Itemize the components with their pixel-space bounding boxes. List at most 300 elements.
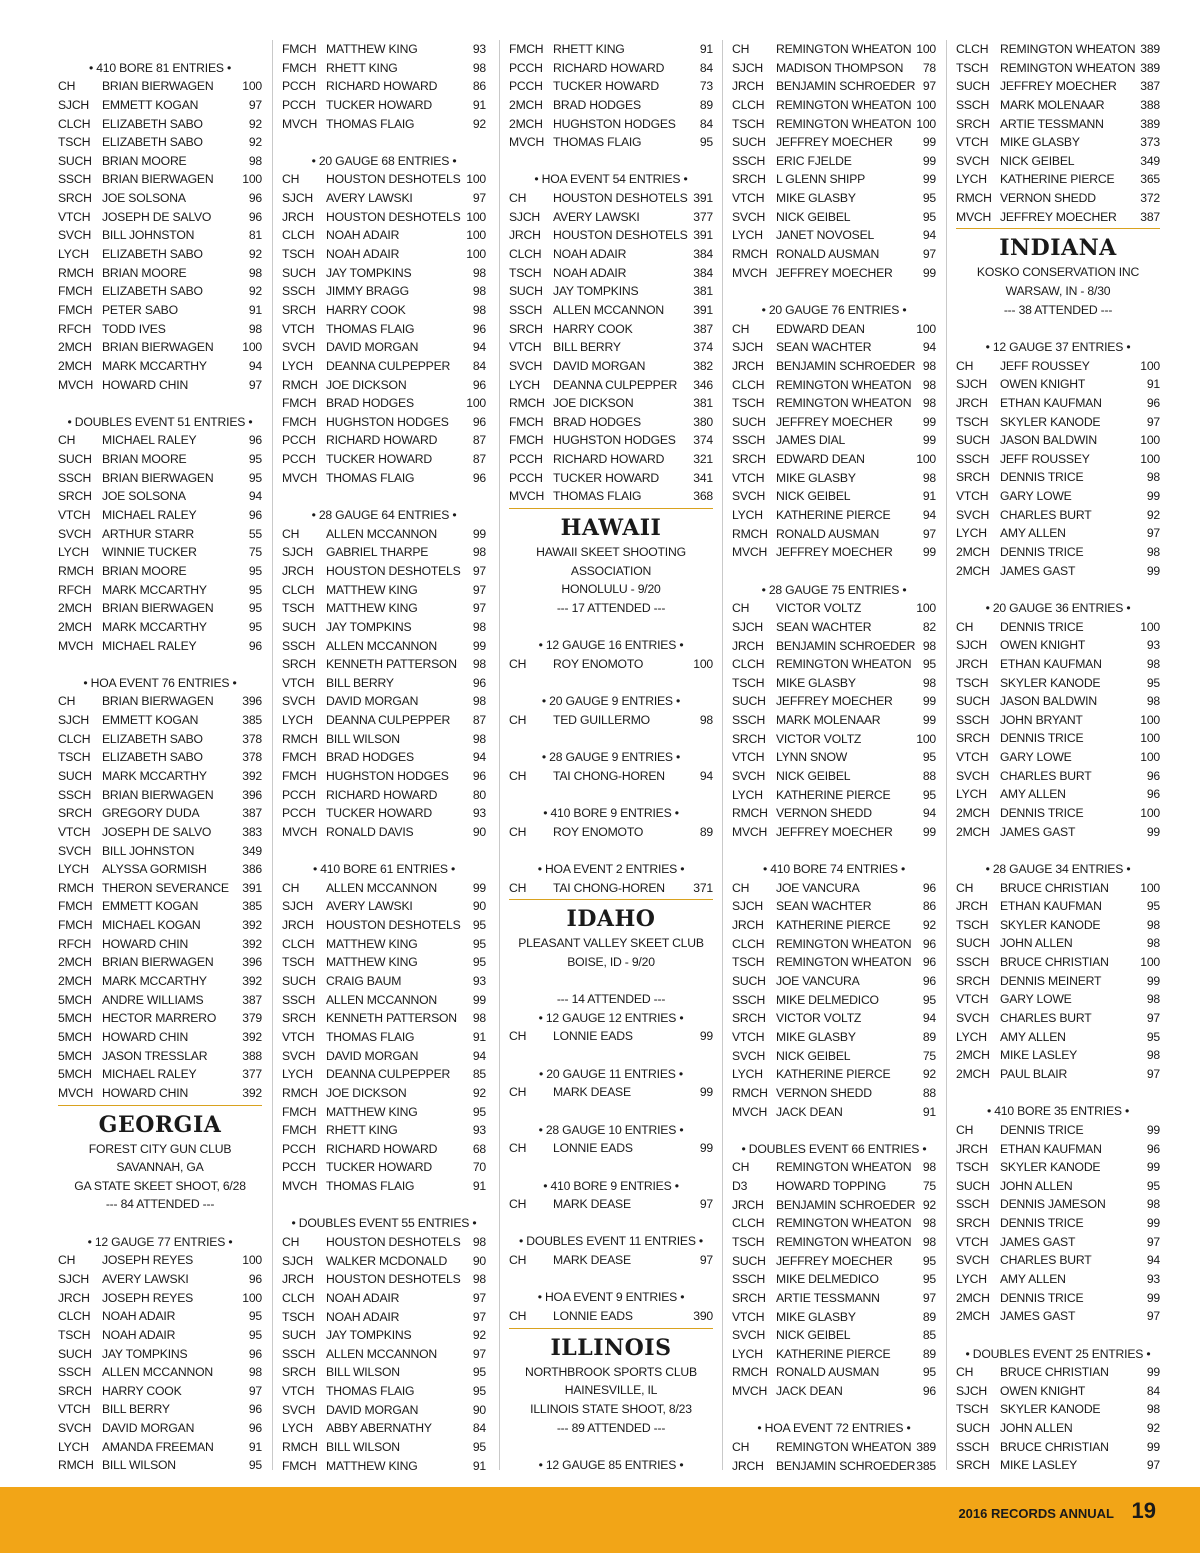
result-row [509,245,713,264]
score: 95 [1146,1178,1160,1193]
shooter-name: JAMES DIAL [776,433,846,448]
class-code: SUCH [956,79,990,94]
spacer [732,1121,936,1140]
score: 91 [1146,377,1160,392]
class-code: SRCH [956,731,990,746]
result-row [956,562,1160,581]
result-row [509,767,713,786]
shooter-name: HOUSTON DESHOTELS [326,1272,461,1287]
score: 97 [248,97,262,112]
score: 98 [472,284,486,299]
class-code: SUCH [956,433,990,448]
result-row [509,1195,713,1214]
result-row [58,376,262,395]
shooter-name: MARK MCCARTHY [102,619,207,634]
score: 98 [472,545,486,560]
score: 88 [922,1085,936,1100]
shooter-name: THOMAS FLAIG [326,1179,415,1194]
score: 89 [699,97,713,112]
score: 98 [472,731,486,746]
score: 85 [472,1067,486,1082]
score: 95 [472,1440,486,1455]
shooter-name: BRAD HODGES [326,750,414,765]
result-row [282,599,486,618]
shooter-name: HUGHSTON HODGES [326,414,449,429]
spacer [509,1102,713,1121]
score: 99 [699,1085,713,1100]
class-code: VTCH [732,1309,765,1324]
score: 100 [916,601,936,616]
shooter-name: JOE VANCURA [776,974,860,989]
result-row [282,991,486,1010]
shooter-name: TAI CHONG-HOREN [553,880,665,895]
class-code: CH [58,79,76,94]
class-code: SSCH [732,713,766,728]
score: 346 [693,377,713,392]
shooter-name: REMINGTON WHEATON [776,1440,912,1455]
class-code: FMCH [509,433,544,448]
state-heading: IDAHO [566,906,656,933]
shooter-name: BILL WILSON [102,1458,176,1473]
class-code: TSCH [732,116,765,131]
class-code: RMCH [732,806,768,821]
result-row [282,226,486,245]
class-code: FMCH [282,1123,317,1138]
shoot-info: FOREST CITY GUN CLUB [88,1141,232,1156]
class-code: SVCH [732,209,766,224]
result-row [956,1456,1160,1475]
shooter-name: MATTHEW KING [326,42,418,56]
result-row [58,879,262,898]
shooter-name: BENJAMIN SCHROEDER [776,1458,916,1473]
shooter-name: BRAD HODGES [326,396,414,411]
result-row [509,96,713,115]
shooter-name: JOSEPH REYES [102,1253,194,1268]
class-code: SVCH [58,526,92,541]
class-code: SUCH [58,153,92,168]
class-code: TSCH [956,1160,989,1175]
class-code: 2MCH [58,974,92,989]
class-code: MVCH [732,545,768,560]
result-row [509,208,713,227]
score: 374 [693,433,713,448]
result-row [732,1028,936,1047]
score: 91 [922,1104,936,1119]
result-row [732,637,936,656]
shooter-name: DENNIS TRICE [1000,805,1084,820]
class-code: LYCH [956,526,987,541]
class-code: FMCH [282,60,317,75]
shooter-name: JIMMY BRAGG [326,284,409,299]
result-row [58,506,262,525]
shooter-name: OWEN KNIGHT [1000,1383,1086,1398]
shooter-name: ELIZABETH SABO [102,284,203,299]
shooter-name: ROY ENOMOTO [553,656,644,671]
shooter-name: RONALD AUSMAN [776,247,880,262]
score: 371 [693,880,713,895]
class-code: CH [732,601,750,616]
shooter-name: HARRY COOK [553,321,633,336]
score: 100 [916,321,936,336]
shooter-name: JOHN BRYANT [1000,712,1083,727]
class-code: SUCH [509,284,543,299]
class-code: PCCH [282,1141,316,1156]
shooter-name: KATHERINE PIERCE [776,787,891,802]
score: 87 [472,452,486,467]
shooter-name: JOE SOLSONA [102,489,186,504]
score: 99 [1146,1439,1160,1454]
spacer [509,841,713,860]
class-code: 2MCH [58,619,92,634]
class-code: SSCH [956,1439,990,1454]
score: 99 [922,414,936,429]
score: 99 [1146,563,1160,578]
result-row [956,1419,1160,1438]
class-code: SJCH [282,1253,314,1268]
score: 95 [248,601,262,616]
class-code: CH [509,768,527,783]
class-code: SUCH [732,1253,766,1268]
score: 100 [1140,880,1160,895]
score: 91 [472,1029,486,1044]
class-code: VTCH [509,340,542,355]
class-code: CH [956,1365,974,1380]
shooter-name: DENNIS TRICE [1000,1290,1084,1305]
shooter-name: JOHN ALLEN [1000,1178,1073,1193]
class-code: SRCH [732,452,766,467]
class-code: TSCH [732,1235,765,1249]
spacer [282,133,486,152]
class-code: CH [282,172,300,187]
shooter-name: ALLEN MCCANNON [326,992,437,1007]
result-row [58,1438,262,1457]
result-row [282,1289,486,1308]
shooter-name: JAMES GAST [1000,1309,1076,1324]
shooter-name: CHARLES BURT [1000,768,1092,783]
score: 98 [472,694,486,709]
score: 93 [1146,638,1160,653]
result-row [732,357,936,376]
shooter-name: OWEN KNIGHT [1000,377,1086,392]
shoot-info: --- 84 ATTENDED --- [105,1197,215,1212]
score: 94 [922,228,936,243]
score: 96 [1146,1141,1160,1156]
score: 100 [916,731,936,746]
class-code: JRCH [732,358,764,373]
spacer [282,1196,486,1215]
shooter-name: LONNIE EADS [553,1309,633,1323]
class-code: JRCH [509,228,541,243]
result-row [282,59,486,78]
class-code: RFCH [58,936,92,951]
class-code: MVCH [58,1085,94,1100]
score: 93 [472,806,486,821]
shooter-name: ROY ENOMOTO [553,824,644,839]
class-code: VTCH [58,508,91,523]
score: 92 [922,1067,936,1082]
section-divider [509,899,713,900]
shooter-name: HOWARD CHIN [102,936,189,951]
result-row [282,1009,486,1028]
shooter-name: NICK GEIBEL [776,1328,851,1343]
class-code: MVCH [282,824,318,839]
shooter-name: JEFFREY MOECHER [776,265,893,280]
shooter-name: JOE DICKSON [326,377,407,392]
shooter-name: HOUSTON DESHOTELS [553,191,688,206]
event-header: • 12 GAUGE 16 ENTRIES • [538,638,684,653]
score: 96 [922,1384,936,1399]
score: 89 [922,1309,936,1324]
class-code: SRCH [956,470,990,485]
result-row [956,1214,1160,1233]
shooter-name: JEFFREY MOECHER [776,414,893,429]
score: 98 [922,1160,936,1175]
score: 98 [1146,917,1160,932]
class-code: SSCH [58,787,92,802]
result-row [732,525,936,544]
shooter-name: NOAH ADAIR [553,247,627,262]
shooter-name: DAVID MORGAN [326,340,419,355]
shooter-name: BRIAN MOORE [102,153,187,168]
class-code: SVCH [956,153,990,168]
class-code: TSCH [282,1309,315,1324]
score: 98 [1146,470,1160,485]
shooter-name: NOAH ADAIR [326,228,400,243]
class-code: SRCH [58,191,92,206]
result-row [956,618,1160,637]
class-code: SVCH [58,843,92,858]
result-row [956,897,1160,916]
shooter-name: HOWARD CHIN [102,377,189,392]
shooter-name: BILL JOHNSTON [102,843,195,858]
result-row [58,1456,262,1475]
result-row [282,897,486,916]
class-code: SUCH [58,768,92,783]
shooter-name: JAMES GAST [1000,563,1076,578]
shooter-name: CRAIG BAUM [326,974,402,989]
result-row [282,1401,486,1420]
shooter-name: REMINGTON WHEATON [776,396,912,411]
score: 98 [1146,1402,1160,1417]
shooter-name: NOAH ADAIR [326,1309,400,1324]
result-row [282,394,486,413]
shooter-name: JEFFREY MOECHER [776,824,893,839]
shooter-name: REMINGTON WHEATON [776,657,912,672]
score: 100 [242,1290,262,1305]
shooter-name: SKYLER KANODE [1000,1160,1101,1175]
result-row [58,208,262,227]
result-row [732,1196,936,1215]
result-row [282,692,486,711]
result-row [732,1084,936,1103]
result-row [732,1363,936,1382]
class-code: SRCH [58,1383,92,1398]
class-code: FMCH [282,1458,317,1473]
class-code: VTCH [732,750,765,765]
class-code: SSCH [282,638,316,653]
class-code: LYCH [732,1067,763,1082]
result-row [509,469,713,488]
score: 95 [472,1365,486,1380]
result-row [282,208,486,227]
result-row [282,301,486,320]
class-code: JRCH [956,1141,988,1156]
class-code: TSCH [282,247,315,262]
class-code: 2MCH [956,1048,990,1063]
class-code: VTCH [956,1234,989,1249]
class-code: SRCH [58,806,92,821]
class-code: VTCH [282,1029,315,1044]
class-code: PCCH [509,470,543,485]
class-code: JRCH [732,79,764,94]
shooter-name: RONALD AUSMAN [776,1365,880,1380]
class-code: SJCH [956,1383,988,1398]
result-row [282,674,486,693]
result-row [956,823,1160,842]
score: 100 [242,1253,262,1268]
shooter-name: HOUSTON DESHOTELS [326,1235,461,1249]
result-row [732,730,936,749]
result-row [956,692,1160,711]
result-row [282,40,486,59]
class-code: SRCH [956,116,990,131]
result-row [58,562,262,581]
shooter-name: DEANNA CULPEPPER [553,377,678,392]
result-row [282,282,486,301]
shooter-name: TUCKER HOWARD [326,1160,432,1175]
score: 98 [922,358,936,373]
score: 98 [472,60,486,75]
shoot-info: --- 89 ATTENDED --- [556,1420,666,1435]
class-code: PCCH [282,433,316,448]
shooter-name: LONNIE EADS [553,1029,633,1044]
class-code: TSCH [956,60,989,75]
score: 95 [922,750,936,765]
class-code: CH [509,1309,527,1323]
class-code: SRCH [732,172,766,187]
shooter-name: NICK GEIBEL [776,768,851,783]
score: 100 [1140,731,1160,746]
score: 98 [1146,936,1160,951]
column-3 [509,40,713,1474]
class-code: CLCH [282,936,315,951]
class-code: TSCH [509,265,542,280]
score: 68 [472,1141,486,1156]
section-divider [956,228,1160,229]
result-row [732,674,936,693]
class-code: SRCH [58,489,92,504]
result-row [732,991,936,1010]
result-row [58,599,262,618]
score: 91 [248,302,262,317]
result-row [282,618,486,637]
result-row [732,133,936,152]
shooter-name: MICHAEL RALEY [102,638,197,653]
shooter-name: MICHAEL RALEY [102,508,197,523]
score: 349 [242,843,262,858]
column-divider [272,40,273,1470]
score: 96 [248,1272,262,1286]
score: 97 [922,247,936,262]
result-row [732,1326,936,1345]
score: 99 [699,1029,713,1044]
result-row [58,916,262,935]
score: 99 [922,824,936,839]
class-code: CH [956,358,974,373]
score: 98 [1146,992,1160,1007]
score: 396 [242,694,262,709]
shooter-name: LONNIE EADS [553,1141,633,1156]
shooter-name: REMINGTON WHEATON [1000,60,1136,75]
result-row [509,823,713,842]
result-row [956,1382,1160,1401]
result-row [509,189,713,208]
class-code: LYCH [732,1346,763,1361]
score: 97 [472,1309,486,1324]
shooter-name: MATTHEW KING [326,601,418,616]
class-code: SRCH [282,657,316,672]
shooter-name: JEFF ROUSSEY [1000,358,1090,373]
score: 75 [922,1179,936,1194]
shooter-name: DAVID MORGAN [326,1402,419,1417]
score: 377 [242,1067,262,1082]
result-row [956,1028,1160,1047]
class-code: JRCH [732,638,764,653]
shooter-name: ARTIE TESSMANN [1000,116,1104,131]
shooter-name: TUCKER HOWARD [326,452,432,467]
score: 85 [922,1328,936,1343]
spacer [509,152,713,171]
class-code: CH [509,1141,527,1156]
score: 389 [916,1440,936,1455]
result-row [509,413,713,432]
result-row [509,655,713,674]
spacer [732,842,936,861]
class-code: 2MCH [58,955,92,970]
score: 94 [699,768,713,783]
result-row [732,1457,936,1476]
shooter-name: NICK GEIBEL [776,1048,851,1063]
shooter-name: ANDRE WILLIAMS [102,992,204,1007]
score: 95 [922,209,936,224]
spacer [956,1084,1160,1103]
class-code: CH [509,824,527,839]
score: 96 [248,638,262,653]
class-code: SUCH [58,452,92,467]
score: 97 [699,1253,713,1268]
score: 392 [242,768,262,783]
result-row [282,1308,486,1327]
class-code: SVCH [732,768,766,783]
class-code: LYCH [282,1067,313,1082]
result-row [956,1400,1160,1419]
shooter-name: CHARLES BURT [1000,1011,1092,1026]
result-row [732,469,936,488]
score: 382 [693,358,713,373]
result-row [58,804,262,823]
class-code: SRCH [282,302,316,317]
class-code: PCCH [282,79,316,94]
result-row [282,1177,486,1196]
result-row [509,1027,713,1046]
score: 55 [248,526,262,541]
result-row [956,1009,1160,1028]
class-code: MVCH [58,638,94,653]
shooter-name: MIKE DELMEDICO [776,992,879,1007]
shooter-name: HOWARD TOPPING [776,1179,887,1194]
class-code: SSCH [282,284,316,299]
score: 387 [693,321,713,336]
